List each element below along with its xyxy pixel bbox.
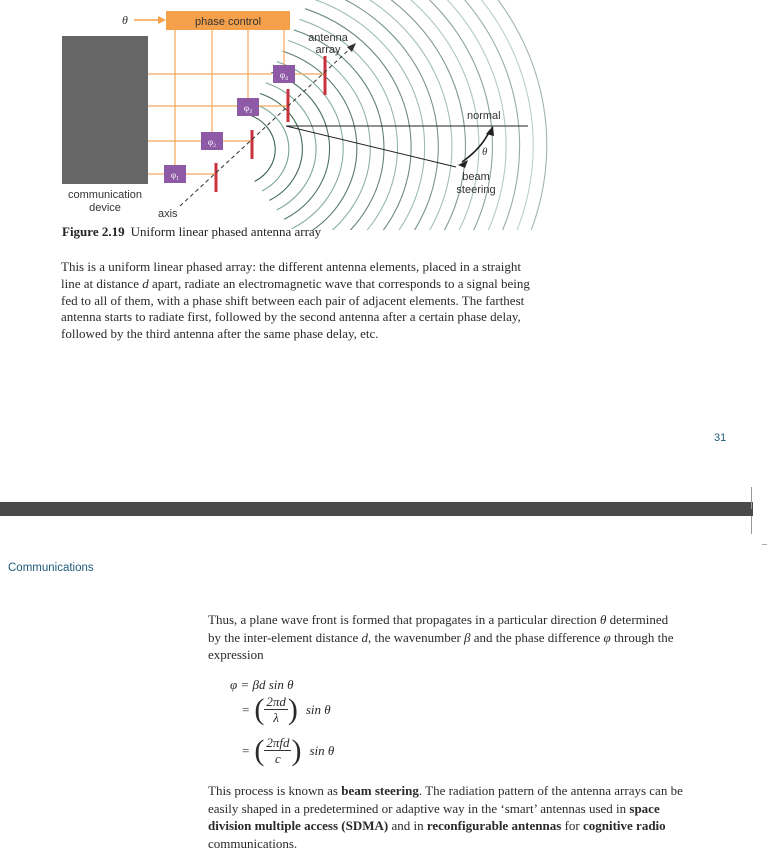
para2-text-d: and the phase difference xyxy=(470,629,604,645)
para3-text-c: and in xyxy=(388,818,427,833)
scroll-mark xyxy=(751,516,752,534)
paragraph-1 xyxy=(61,259,531,343)
phi4-label: φ₄ xyxy=(279,70,289,80)
para2-var-d: d xyxy=(361,629,369,645)
wavefront-arc xyxy=(300,19,398,230)
device-label-2: device xyxy=(89,202,121,214)
theta-input-label: θ xyxy=(122,13,128,27)
equation-line-1 xyxy=(230,677,294,693)
page-divider xyxy=(0,502,753,516)
paragraph-3 xyxy=(208,782,683,852)
phi3-label: φ₃ xyxy=(243,103,253,113)
para2-var-theta: θ xyxy=(600,612,607,627)
phase-control-label: phase control xyxy=(194,16,262,28)
device-label-1: communication xyxy=(68,189,142,201)
scroll-mark xyxy=(762,544,767,545)
wavefront-arcs xyxy=(249,0,547,230)
beam-steering-label-1: beam xyxy=(462,171,490,183)
para2-text-b: determined by the inter-element distance xyxy=(208,612,669,645)
frac2-numerator: 2πfd xyxy=(266,735,290,750)
normal-label: normal xyxy=(467,110,501,122)
equation-lhs: φ = βd sin θ xyxy=(230,677,294,692)
antenna-elements xyxy=(216,56,325,192)
para2-text-a: Thus, a plane wave front is formed that propagates in a particular direction xyxy=(208,612,601,627)
caption-text: Uniform linear phased antenna array xyxy=(130,224,322,239)
phase-shifter-2 xyxy=(201,132,223,150)
phase-shifter-1 xyxy=(164,165,186,183)
right-paren-icon: ) xyxy=(287,692,298,726)
scroll-mark xyxy=(751,487,752,509)
phi2-label: φ₂ xyxy=(207,137,217,147)
equals-sign: = xyxy=(242,742,250,758)
phase-shifter-4 xyxy=(273,65,295,83)
para3-text-d: for xyxy=(561,818,583,833)
communication-device-box xyxy=(62,36,148,184)
sin-theta-2: sin θ xyxy=(309,742,335,758)
caption-label: Figure 2.19 xyxy=(62,224,125,239)
equation-line-3 xyxy=(242,735,334,766)
equals-sign: = xyxy=(242,701,250,717)
phase-shifter-3 xyxy=(237,98,259,116)
para2-text-e: through the expression xyxy=(208,629,674,662)
wavefront-arc xyxy=(266,83,316,210)
theta-angle-label: θ xyxy=(482,146,488,158)
para2-var-beta: β xyxy=(464,629,471,645)
fraction-2 xyxy=(264,735,291,766)
para2-var-phi: φ xyxy=(603,629,611,645)
term-cognitive-radio: cognitive radio xyxy=(582,818,666,833)
arrowhead-icon xyxy=(158,16,166,24)
axis-arrowhead-icon xyxy=(347,43,356,52)
phased-array-figure xyxy=(0,0,767,230)
para3-text-e: communications. xyxy=(208,835,298,851)
para3-text-a: This process is known as xyxy=(208,783,342,798)
term-reconfigurable-antennas: reconfigurable antennas xyxy=(426,818,562,833)
phi1-label: φ₁ xyxy=(170,170,180,180)
wavefront-arc xyxy=(362,0,547,230)
para2-text-c: , the wavenumber xyxy=(368,629,465,645)
axis-label: axis xyxy=(158,208,178,220)
right-paren-icon: ) xyxy=(291,733,302,767)
sin-theta-1: sin θ xyxy=(305,701,331,717)
beam-steering-label-2: steering xyxy=(456,184,496,196)
page-number: 31 xyxy=(714,432,727,444)
antenna-array-label-1: antenna xyxy=(308,32,348,44)
term-sdma: space division multiple access (SDMA) xyxy=(208,800,660,833)
left-paren-icon: ( xyxy=(254,733,265,767)
para1-text-a: This is a uniform linear phased array: the different antenna elements, placed in a straight line at distance xyxy=(61,259,522,291)
fraction-1 xyxy=(264,694,288,725)
left-paren-icon: ( xyxy=(254,692,265,726)
frac2-denominator: c xyxy=(275,751,281,766)
frac1-numerator: 2πd xyxy=(266,694,286,709)
term-beam-steering: beam steering xyxy=(341,783,419,798)
wavefront-arc xyxy=(294,30,384,230)
frac1-denominator: λ xyxy=(273,710,279,725)
para1-var-d: d xyxy=(142,275,149,291)
para1-text-b: apart, radiate an electromagnetic wave that corresponds to a signal being fed to all of them, with a phase shift between each pair of adjacent elements. The farthest antenna starts to radiate first, followed by the second antenna after a certain phase delay, followed by the third antenna after the same phase delay, etc. xyxy=(61,275,530,342)
antenna-array-label-2: array xyxy=(315,44,341,56)
feed-lines xyxy=(148,30,325,174)
equation-line-2 xyxy=(242,694,331,725)
figure-caption xyxy=(62,224,321,240)
beam-direction-line xyxy=(286,126,456,167)
para3-text-b: . The radiation pattern of the antenna arrays can be easily shaped in a predetermined or adaptive way in the ‘smart’ antennas used in xyxy=(208,783,683,816)
running-header: Communications xyxy=(8,562,94,574)
paragraph-2 xyxy=(208,611,678,664)
